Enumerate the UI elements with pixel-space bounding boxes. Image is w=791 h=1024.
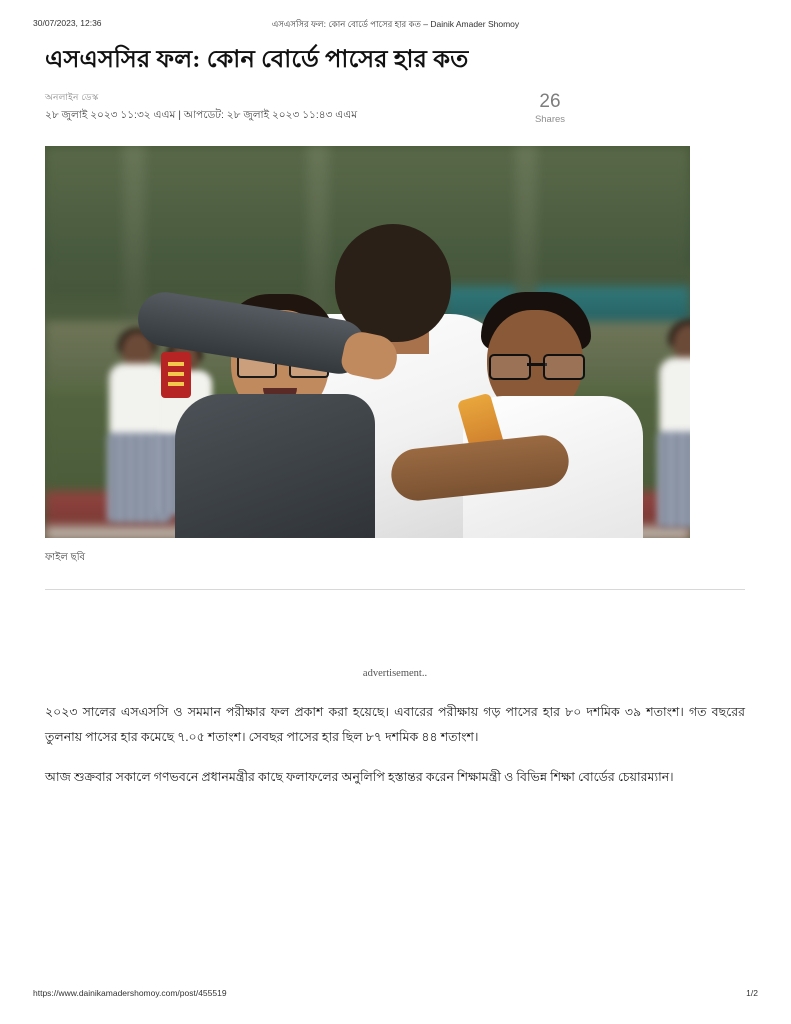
article-figure bbox=[45, 146, 690, 567]
eyeglasses-icon bbox=[489, 354, 585, 376]
photo-scene bbox=[45, 146, 690, 538]
print-footer bbox=[0, 988, 791, 1002]
print-header-title: এসএসসির ফল: কোন বোর্ডে পাসের হার কত – Dainik Amader Shomoy bbox=[271, 19, 520, 29]
print-header bbox=[0, 18, 791, 32]
page-title: এসএসসির ফল: কোন বোর্ডে পাসের হার কত bbox=[45, 47, 469, 73]
article-paragraph: ২০২৩ সালের এসএসসি ও সমমান পরীক্ষার ফল প্রকাশ করা হয়েছে। এবারের পরীক্ষায় গড় পাসের হার ৮০ দশমিক ৩৯ শতাংশ। গত বছরের তুলনায় পাসের হার কমেছে ৭.০৫ শতাংশ। সেবছর পাসের হার ছিল ৮৭ দশমিক ৪৪ শতাংশ। bbox=[45, 705, 745, 744]
article-container bbox=[45, 44, 745, 806]
advertisement-slot: advertisement.. bbox=[362, 668, 428, 680]
article-meta bbox=[45, 90, 745, 138]
share-count: 26 bbox=[539, 91, 561, 113]
photo-caption: ফাইল ছবি bbox=[45, 552, 86, 564]
photo-foreground-students bbox=[45, 146, 690, 538]
byline: অনলাইন ডেস্ক bbox=[45, 92, 99, 103]
article-photo bbox=[45, 146, 690, 538]
article-body bbox=[45, 700, 745, 789]
print-footer-page-number: 1/2 bbox=[746, 988, 758, 998]
dateline: ২৮ জুলাই ২০২৩ ১১:৩২ এএম | আপডেট: ২৮ জুলাই ২০২৩ ১১:৪৩ এএম bbox=[45, 109, 358, 122]
share-label: Shares bbox=[534, 114, 566, 126]
print-header-date: 30/07/2023, 12:36 bbox=[33, 18, 102, 28]
share-counter bbox=[515, 92, 585, 125]
article-paragraph: আজ শুক্রবার সকালে গণভবনে প্রধানমন্ত্রীর কাছে ফলাফলের অনুলিপি হস্তান্তর করেন শিক্ষামন্ত্রী ও বিভিন্ন শিক্ষা বোর্ডের চেয়ারম্যান। bbox=[45, 770, 674, 785]
print-footer-url: https://www.dainikamadershomoy.com/post/455519 bbox=[33, 988, 227, 998]
